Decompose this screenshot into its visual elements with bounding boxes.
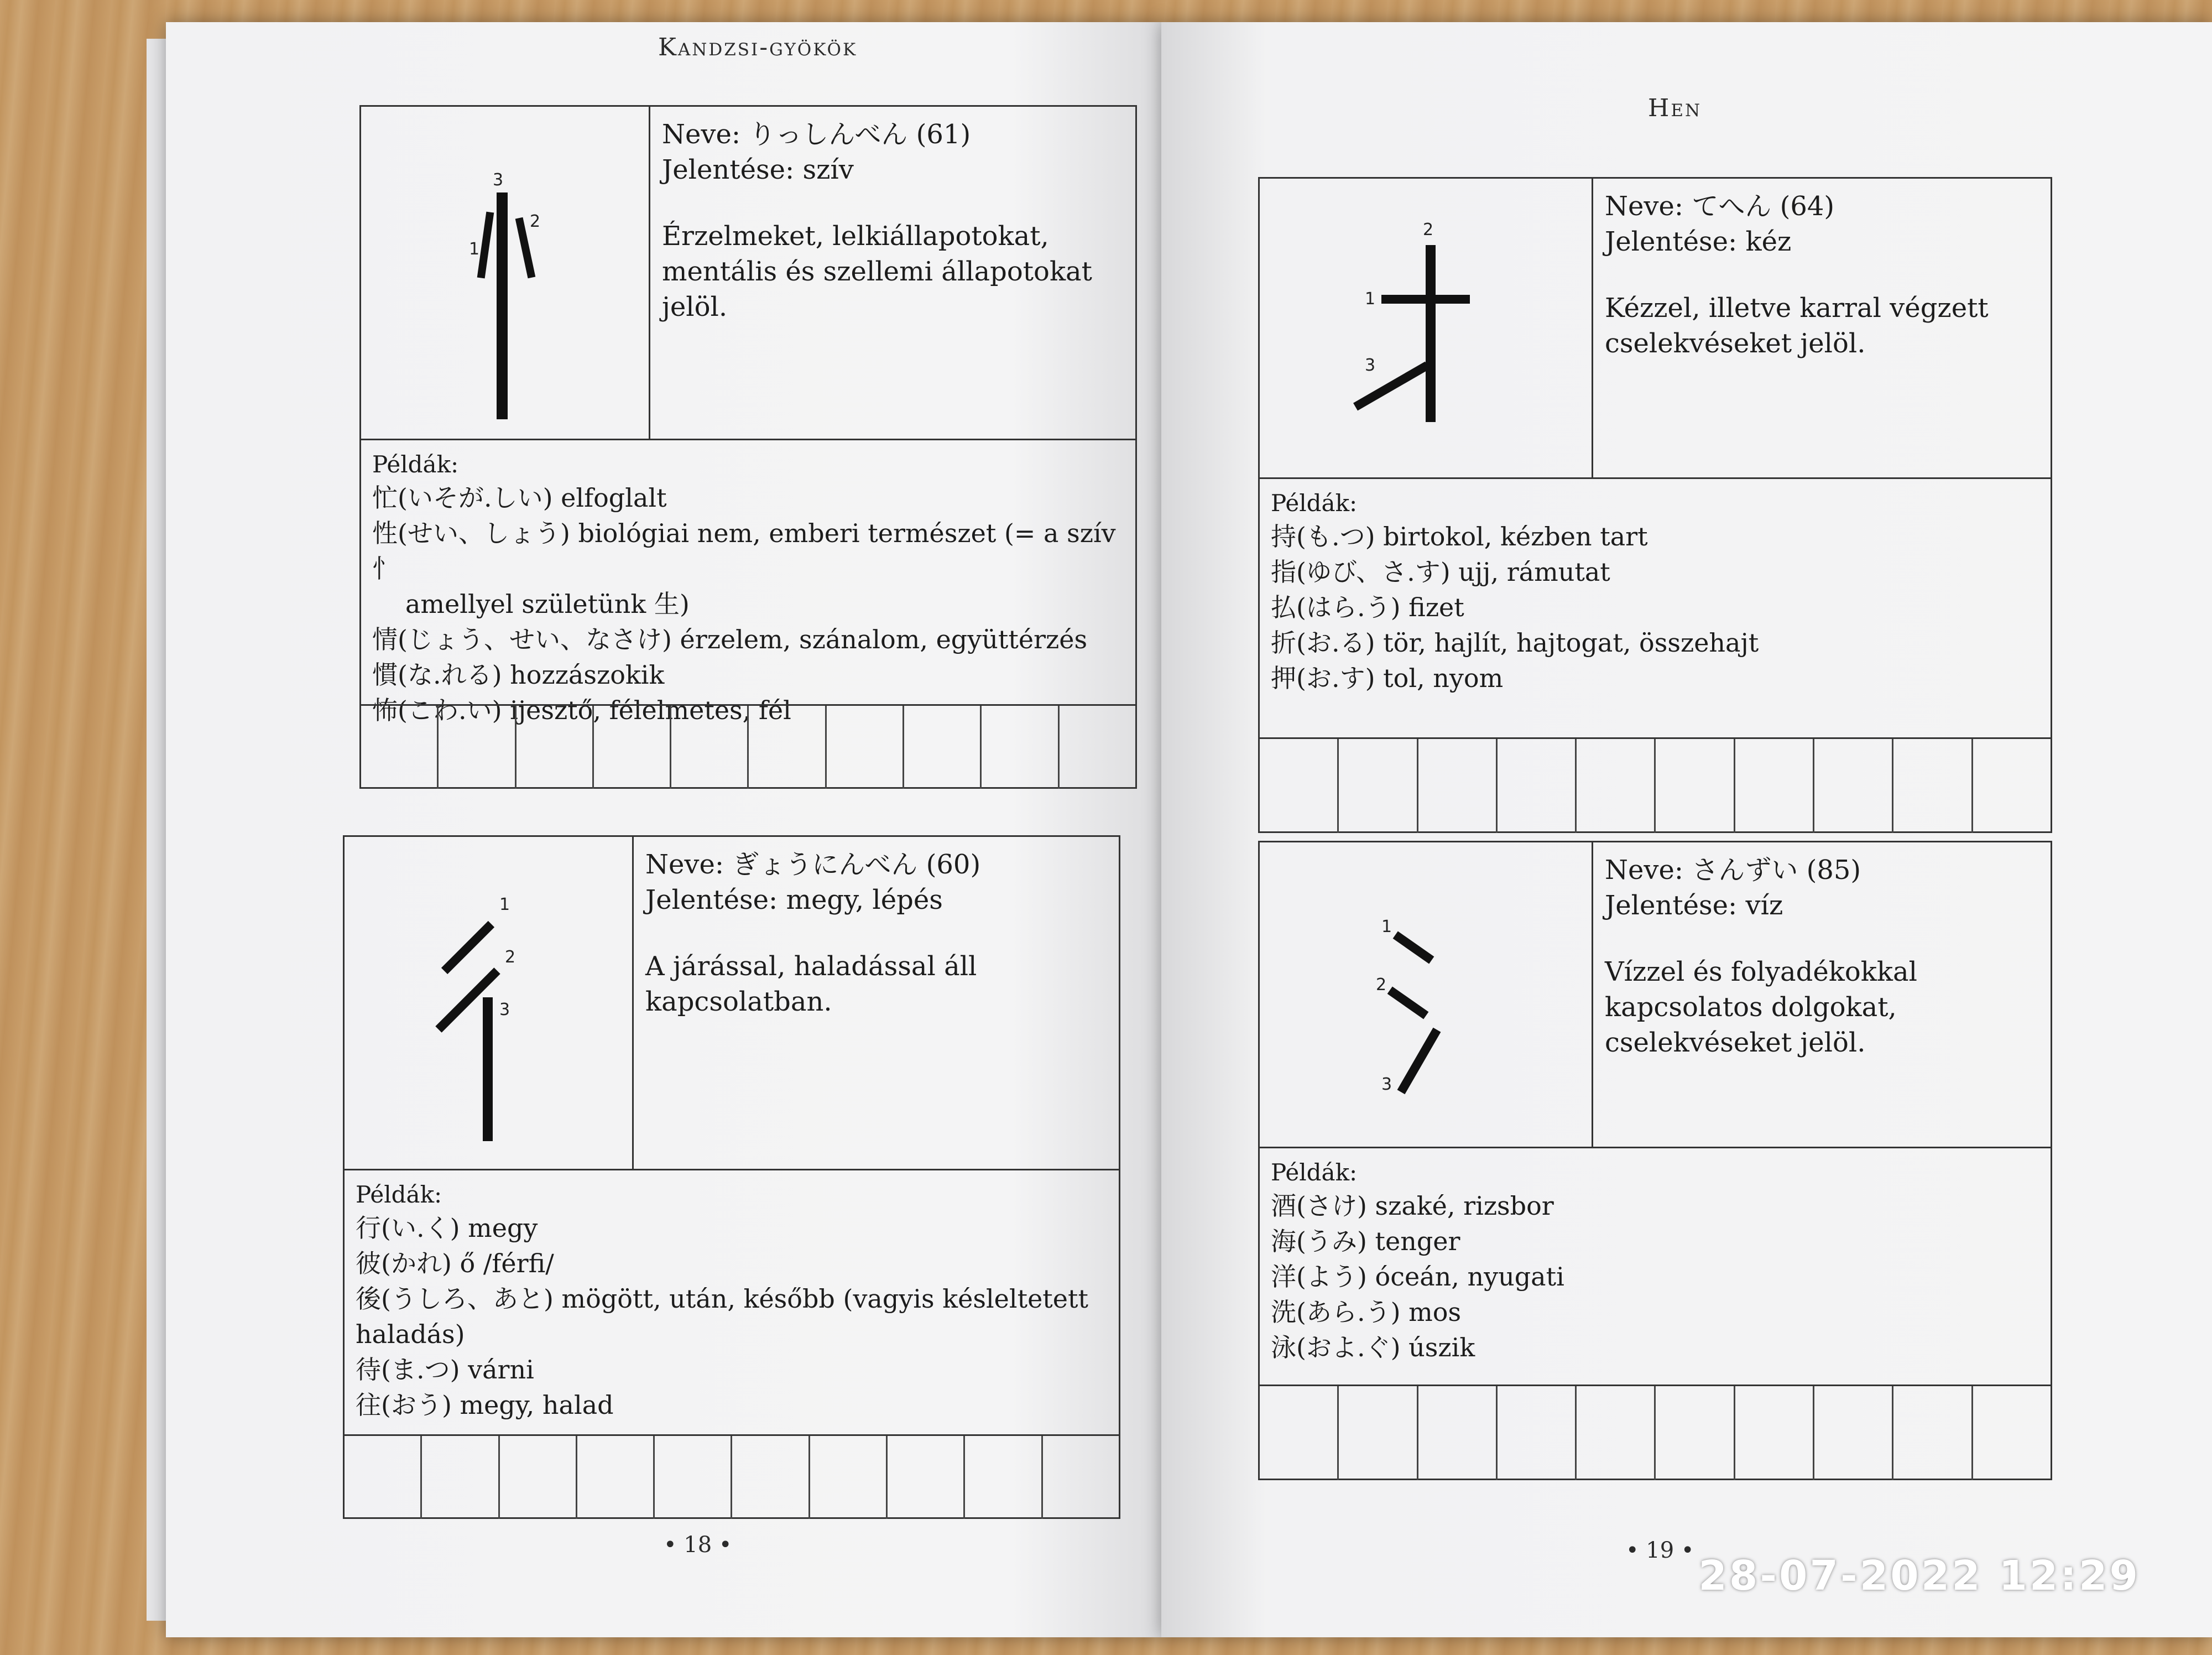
examples-title: Példák: xyxy=(1271,1159,1358,1186)
kanji-stroke xyxy=(477,212,494,279)
practice-grid xyxy=(345,1434,1119,1519)
examples-section xyxy=(1260,1147,2051,1385)
radical-info-cell xyxy=(649,107,1135,439)
examples-section xyxy=(361,439,1135,725)
example-item: 忙(いそが.しい) elfoglalt xyxy=(372,483,667,513)
left-page xyxy=(166,22,1161,1637)
radical-description: Érzelmeket, lelkiállapotokat, mentális és szellemi állapotokat jelöl. xyxy=(662,221,1092,322)
radical-description: A járással, haladással áll kapcsolatban. xyxy=(645,951,977,1017)
example-item: 洋(よう) óceán, nyugati xyxy=(1271,1262,1564,1292)
example-item: 酒(さけ) szaké, rizsbor xyxy=(1271,1191,1554,1221)
examples-section xyxy=(345,1169,1119,1434)
stroke-number: 1 xyxy=(1365,289,1376,309)
radical-card-risshinben xyxy=(359,105,1137,789)
stroke-diagram-cell xyxy=(345,837,634,1169)
kanji-stroke xyxy=(441,921,494,974)
example-item: amellyel születünk 生) xyxy=(405,589,690,619)
stroke-diagram-cell xyxy=(1260,179,1593,477)
examples-title: Példák: xyxy=(372,451,459,478)
stroke-number: 2 xyxy=(530,212,541,231)
radical-info-cell xyxy=(1592,179,2051,477)
example-item: 洗(あら.う) mos xyxy=(1271,1297,1462,1327)
stroke-diagram-cell xyxy=(361,107,650,439)
kanji-stroke xyxy=(497,192,508,419)
example-item: 待(ま.つ) várni xyxy=(356,1355,534,1385)
radical-meaning: Jelentése: szív xyxy=(662,154,854,185)
kanji-stroke xyxy=(1426,245,1436,422)
stroke-number: 2 xyxy=(1423,220,1434,240)
radical-card-sanzui xyxy=(1258,841,2052,1480)
example-item: 払(はら.う) fizet xyxy=(1271,592,1464,622)
radical-info-cell xyxy=(1592,842,2051,1147)
example-item: 慣(な.れる) hozzászokik xyxy=(372,660,665,690)
kanji-stroke xyxy=(1393,931,1434,964)
stroke-number: 3 xyxy=(499,1000,510,1019)
examples-section xyxy=(1260,477,2051,737)
page-number-right: • 19 • xyxy=(1626,1538,1694,1563)
example-item: 往(おう) megy, halad xyxy=(356,1390,614,1420)
example-item: 指(ゆび、さ.す) ujj, rámutat xyxy=(1271,557,1610,587)
kanji-stroke xyxy=(483,997,493,1141)
radical-meaning: Jelentése: víz xyxy=(1605,890,1783,921)
stroke-number: 2 xyxy=(505,948,516,967)
running-head-right: Hen xyxy=(1648,94,1702,122)
kanji-stroke xyxy=(1387,987,1429,1019)
example-item: 持(も.つ) birtokol, kézben tart xyxy=(1271,522,1648,551)
kanji-stroke xyxy=(1397,1028,1441,1095)
example-item: 怖(こわ.い) ijesztő, félelmetes, fél xyxy=(372,695,791,725)
example-item: 情(じょう、せい、なさけ) érzelem, szánalom, együttérzés xyxy=(372,624,1088,654)
practice-grid xyxy=(1260,1385,2051,1480)
stroke-number: 3 xyxy=(493,170,504,190)
stroke-number: 3 xyxy=(1381,1075,1392,1094)
example-item: 彼(かれ) ő /férfi/ xyxy=(356,1248,554,1278)
radical-meaning: Jelentése: kéz xyxy=(1605,226,1792,257)
example-item: 押(お.す) tol, nyom xyxy=(1271,663,1504,693)
photo-timestamp: 28-07-2022 12:29 xyxy=(1698,1552,2140,1600)
example-item: 性(せい、しょう) biológiai nem, emberi természet (= a szív 忄 xyxy=(372,518,1116,584)
stroke-number: 2 xyxy=(1376,975,1387,995)
practice-grid xyxy=(361,704,1135,789)
example-item: 折(お.る) tör, hajlít, hajtogat, összehajt xyxy=(1271,628,1759,658)
right-page xyxy=(1161,22,2212,1637)
example-item: 海(うみ) tenger xyxy=(1271,1226,1460,1256)
example-item: 泳(およ.ぐ) úszik xyxy=(1271,1333,1475,1362)
radical-name: Neve: りっしんべん (61) xyxy=(662,119,971,150)
page-number-left: • 18 • xyxy=(664,1532,732,1558)
radical-card-gyouninben xyxy=(343,835,1120,1519)
examples-title: Példák: xyxy=(1271,490,1358,517)
radical-description: Kézzel, illetve karral végzett cselekvéseket jelöl. xyxy=(1605,293,1989,359)
radical-card-tehen xyxy=(1258,177,2052,833)
radical-name: Neve: さんずい (85) xyxy=(1605,855,1861,886)
example-item: 行(い.く) megy xyxy=(356,1213,538,1243)
examples-title: Példák: xyxy=(356,1181,442,1208)
radical-name: Neve: ぎょうにんべん (60) xyxy=(645,849,981,880)
radical-description: Vízzel és folyadékokkal kapcsolatos dolgokat, cselekvéseket jelöl. xyxy=(1605,956,1917,1058)
practice-grid xyxy=(1260,737,2051,833)
stroke-number: 1 xyxy=(499,895,510,914)
stroke-diagram-cell xyxy=(1260,842,1593,1147)
example-item: 後(うしろ、あと) mögött, után, később (vagyis késleltetett haladás) xyxy=(356,1284,1088,1349)
stroke-number: 1 xyxy=(1381,917,1392,936)
radical-info-cell xyxy=(632,837,1119,1169)
radical-meaning: Jelentése: megy, lépés xyxy=(645,884,943,915)
running-head-left: Kandzsi-gyökök xyxy=(658,33,858,61)
stroke-number: 1 xyxy=(469,240,480,259)
radical-name: Neve: てへん (64) xyxy=(1605,191,1835,222)
stroke-number: 3 xyxy=(1365,356,1376,375)
